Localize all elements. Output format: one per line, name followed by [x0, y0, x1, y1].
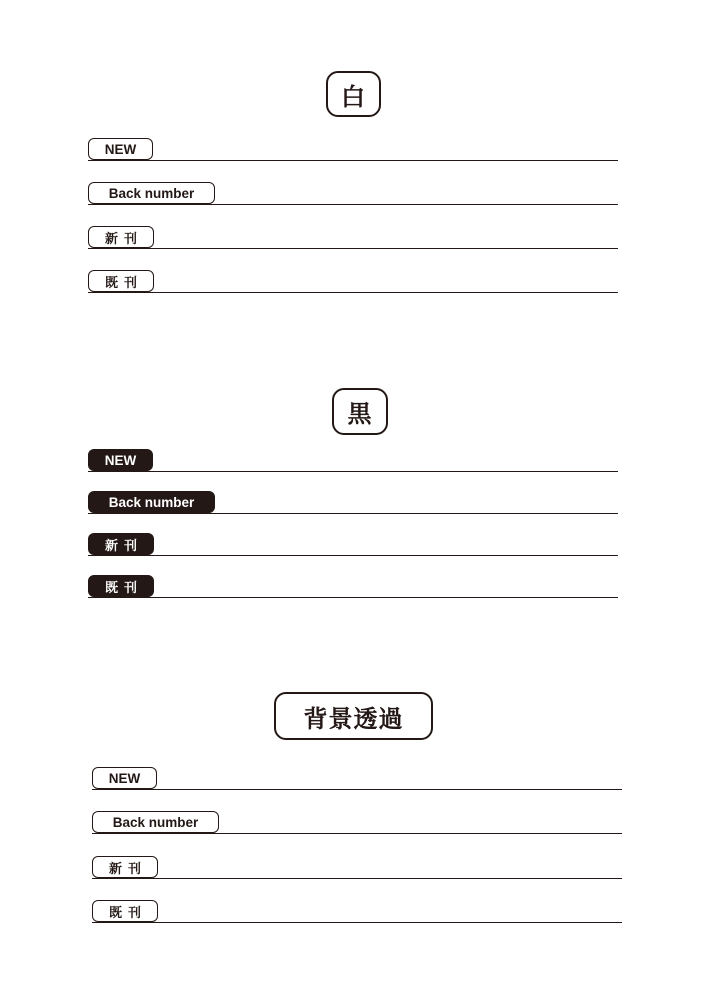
section-title-transparent: 背景透過 [274, 692, 433, 740]
label-row-new-issue [88, 226, 618, 249]
rule-line [88, 513, 618, 514]
rule-line [92, 789, 622, 790]
rule-line [92, 833, 622, 834]
rule-line [88, 597, 618, 598]
section-title-black: 黒 [332, 388, 388, 435]
new-label: NEW [88, 449, 153, 471]
past-issue-label: 既刊 [88, 270, 154, 292]
label-row-past-issue [88, 270, 618, 293]
label-row-past-issue [92, 900, 622, 923]
label-row-back-number [88, 182, 618, 205]
rule-line [88, 248, 618, 249]
rule-line [88, 160, 618, 161]
new-issue-label: 新刊 [88, 226, 154, 248]
new-label: NEW [88, 138, 153, 160]
past-issue-label: 既刊 [88, 575, 154, 597]
label-row-new [88, 138, 618, 161]
rule-line [88, 204, 618, 205]
rule-line [88, 292, 618, 293]
label-row-new [88, 449, 618, 472]
back-number-label: Back number [92, 811, 219, 833]
rule-line [92, 922, 622, 923]
label-row-back-number [92, 811, 622, 834]
section-title-white: 白 [326, 71, 381, 117]
label-row-new-issue [92, 856, 622, 879]
label-row-new-issue [88, 533, 618, 556]
past-issue-label: 既刊 [92, 900, 158, 922]
back-number-label: Back number [88, 182, 215, 204]
new-label: NEW [92, 767, 157, 789]
label-row-past-issue [88, 575, 618, 598]
label-row-back-number [88, 491, 618, 514]
new-issue-label: 新刊 [92, 856, 158, 878]
new-issue-label: 新刊 [88, 533, 154, 555]
back-number-label: Back number [88, 491, 215, 513]
rule-line [88, 555, 618, 556]
rule-line [92, 878, 622, 879]
label-row-new [92, 767, 622, 790]
rule-line [88, 471, 618, 472]
